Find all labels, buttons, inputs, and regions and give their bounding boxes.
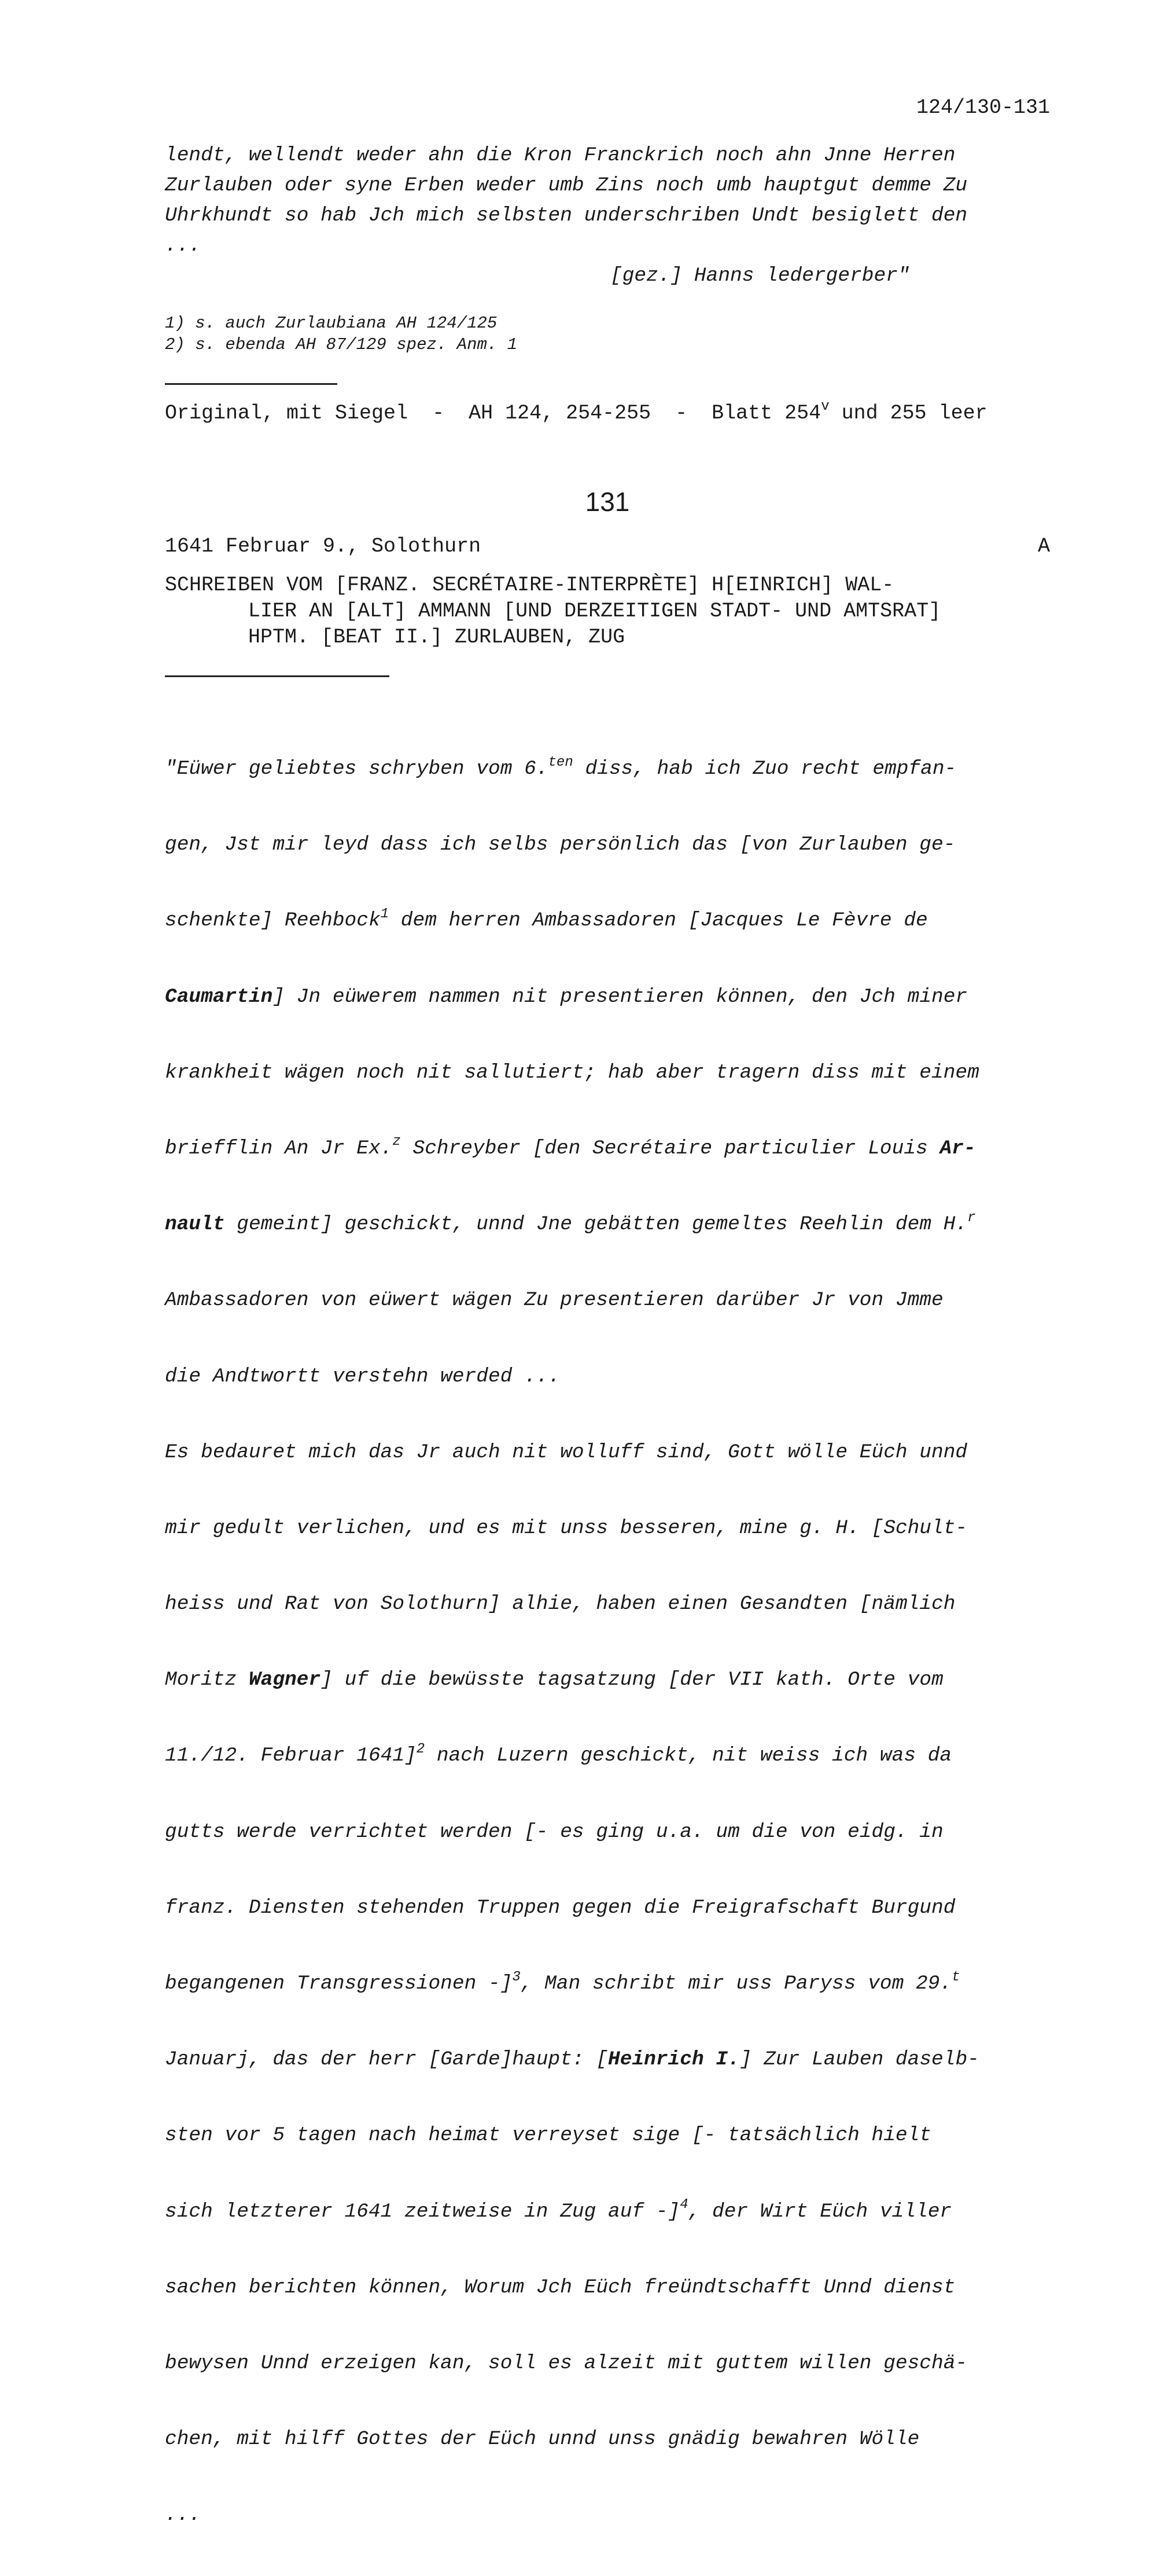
line-text: nach Luzern geschickt, nit weiss ich was da <box>425 1744 952 1767</box>
bold-name: nault <box>165 1213 225 1236</box>
text-line: Zurlauben oder syne Erben weder umb Zins noch umb hauptgut demme Zu <box>165 174 968 197</box>
line-text: briefflin An Jr Ex. <box>165 1137 393 1160</box>
body-line: gutts werde verrichtet werden [- es ging u.a. um die von eidg. in <box>165 1820 944 1843</box>
bold-name: Heinrich I. <box>608 2048 740 2071</box>
line-text: Schreyber [den Secrétaire particulier Louis <box>400 1137 940 1160</box>
body-line <box>165 2044 1050 2075</box>
body-line: franz. Diensten stehenden Truppen gegen die Freigrafschaft Burgund <box>165 1896 956 1919</box>
line-text: ] Jn eüwerem nammen nit presentieren können, den Jch miner <box>272 985 968 1008</box>
bold-name: Wagner <box>248 1669 321 1692</box>
body-line: sachen berichten können, Worum Jch Eüch freündtschafft Unnd dienst <box>165 2276 956 2299</box>
body-line: heiss und Rat von Solothurn] alhie, haben einen Gesandten [nämlich <box>165 1593 956 1616</box>
line-text: "Eüwer geliebtes schryben vom 6. <box>165 758 548 780</box>
superscript: ten <box>548 754 573 770</box>
source-superscript: v <box>821 399 830 415</box>
source-text-end: und 255 leer <box>829 402 987 425</box>
line-text: dem herren Ambassadoren [Jacques Le Fèvre de <box>389 909 928 932</box>
document-heading <box>165 572 1067 651</box>
line-text: ] uf die bewüsste tagsatzung [der VII kath. Orte vom <box>320 1669 944 1692</box>
text-line: Uhrkhundt so hab Jch mich selbsten underschriben Undt besiglett den <box>165 204 968 227</box>
source-text: Original, mit Siegel - AH 124, 254-255 - Blatt 254 <box>165 402 821 425</box>
body-line <box>165 982 1050 1012</box>
text-line: ... <box>165 234 201 257</box>
body-line <box>165 1968 1050 1999</box>
bold-name: Ar- <box>939 1137 976 1160</box>
heading-line: LIER AN [ALT] AMMANN [UND DERZEITIGEN STADT- UND AMTSRAT] <box>248 600 941 623</box>
body-line <box>165 1740 1050 1771</box>
footnote: 1) s. auch Zurlaubiana AH 124/125 <box>165 314 498 333</box>
letter-body <box>165 708 1050 2576</box>
line-text: ] Zur Lauben daselb- <box>739 2048 979 2071</box>
body-line: die Andtwortt verstehn werded ... <box>165 1365 561 1388</box>
superscript: z <box>392 1134 401 1150</box>
document-number: 131 <box>585 487 630 517</box>
date-place-line <box>165 531 1050 561</box>
body-line: chen, mit hilff Gottes der Eüch unnd unss gnädig bewahren Wölle <box>165 2428 920 2451</box>
line-text: gemeint] geschickt, unnd Jne gebätten gemeltes Reehlin dem H. <box>224 1213 968 1236</box>
body-line: Es bedauret mich das Jr auch nit wolluff sind, Gott wölle Eüch unnd <box>165 1440 968 1464</box>
footnote-divider <box>165 383 337 385</box>
line-text: sich letzterer 1641 zeitweise in Zug auf -] <box>165 2200 680 2223</box>
heading-line: SCHREIBEN VOM [FRANZ. SECRÉTAIRE-INTERPRÈTE] H[EINRICH] WAL- <box>165 574 894 597</box>
text-line: lendt, wellendt weder ahn die Kron Franckrich noch ahn Jnne Herren <box>165 144 956 167</box>
line-text: , Man schribt mir uss Paryss vom 29. <box>520 1972 952 1995</box>
heading-divider <box>165 675 389 677</box>
body-line <box>165 2196 1050 2227</box>
bold-name: Caumartin <box>165 985 273 1008</box>
previous-document-text <box>165 141 1050 291</box>
body-line: ... <box>165 2504 201 2527</box>
page-number: 124/130-131 <box>916 96 1050 119</box>
classification-letter: A <box>1037 535 1050 558</box>
body-line: gen, Jst mir leyd dass ich selbs persönlich das [von Zurlauben ge- <box>165 833 956 857</box>
footnote-ref: 1 <box>380 906 389 922</box>
heading-line: HPTM. [BEAT II.] ZURLAUBEN, ZUG <box>248 626 625 649</box>
footnote-ref: 4 <box>680 2197 688 2213</box>
body-line: krankheit wägen noch nit sallutiert; hab aber tragern diss mit einem <box>165 1061 979 1084</box>
superscript: r <box>967 1210 976 1226</box>
line-text: Januarj, das der herr [Garde]haupt: [ <box>165 2048 609 2071</box>
body-line <box>165 1133 1050 1164</box>
body-line: Ambassadoren von eüwert wägen Zu presentieren darüber Jr von Jmme <box>165 1289 944 1312</box>
body-line <box>165 905 1050 936</box>
superscript: t <box>952 1969 960 1985</box>
footnotes <box>165 313 517 355</box>
body-line <box>165 754 1050 784</box>
line-text: schenkte] Reehbock <box>165 909 381 932</box>
body-line <box>165 1664 1050 1695</box>
body-line <box>165 1209 1050 1240</box>
signature <box>165 261 1050 291</box>
body-line: sten vor 5 tagen nach heimat verreyset sige [- tatsächlich hielt <box>165 2124 932 2147</box>
signature-text: [gez.] Hanns ledergerber" <box>610 264 910 287</box>
line-text: 11./12. Februar 1641] <box>165 1744 417 1767</box>
footnote-ref: 3 <box>512 1969 521 1985</box>
date-place: 1641 Februar 9., Solothurn <box>165 535 481 558</box>
source-line <box>165 398 1050 428</box>
line-text: Moritz <box>165 1669 249 1692</box>
footnote: 2) s. ebenda AH 87/129 spez. Anm. 1 <box>165 335 518 354</box>
line-text: begangenen Transgressionen -] <box>165 1972 513 1995</box>
line-text: diss, hab ich Zuo recht empfan- <box>573 758 957 780</box>
body-line: mir gedult verlichen, und es mit unss besseren, mine g. H. [Schult- <box>165 1516 968 1539</box>
footnote-ref: 2 <box>416 1741 425 1757</box>
line-text: , der Wirt Eüch viller <box>688 2200 952 2223</box>
body-line: bewysen Unnd erzeigen kan, soll es alzeit mit guttem willen geschä- <box>165 2351 968 2375</box>
